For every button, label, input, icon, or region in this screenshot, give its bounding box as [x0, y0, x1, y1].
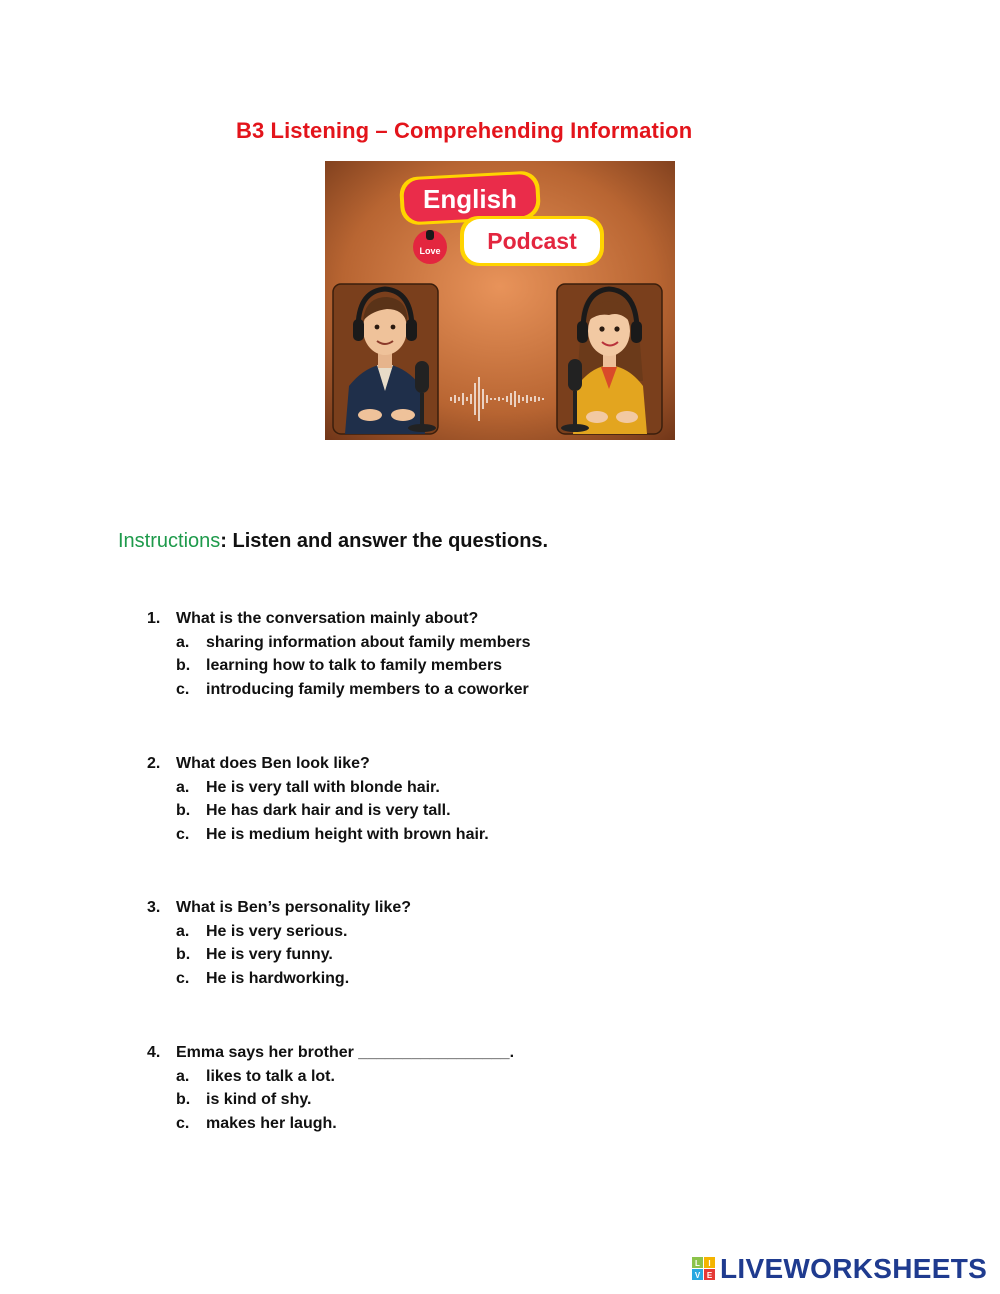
svg-text:Love: Love: [419, 246, 441, 256]
svg-text:English: English: [423, 184, 517, 214]
svg-text:E: E: [706, 1271, 713, 1280]
option-letter: b.: [176, 657, 191, 675]
svg-text:L: L: [695, 1259, 700, 1268]
svg-text:V: V: [694, 1271, 701, 1280]
instructions-label: Instructions: [118, 530, 221, 552]
option-letter: a.: [176, 633, 190, 651]
option-text: is kind of shy.: [206, 1091, 312, 1109]
question-number: 4.: [147, 1044, 161, 1061]
male-host-figure: [333, 284, 438, 434]
option-text: learning how to talk to family members: [206, 657, 503, 675]
option-text: likes to talk a lot.: [206, 1067, 335, 1085]
podcast-logo: [460, 216, 604, 266]
page-title: B3 Listening – Comprehending Information: [236, 118, 693, 143]
love-badge-icon: [413, 230, 447, 264]
podcast-illustration: [325, 161, 675, 440]
question-stem: [147, 1041, 514, 1065]
answer-option-3a[interactable]: [147, 920, 411, 944]
option-letter: a.: [176, 1067, 190, 1085]
question-text: Emma says her brother _________________.: [176, 1044, 515, 1061]
answer-option-3c[interactable]: [147, 967, 411, 991]
instructions: [118, 530, 548, 553]
answer-option-3b[interactable]: [147, 943, 411, 967]
option-text: He is hardworking.: [206, 970, 350, 988]
answer-option-1a[interactable]: [147, 631, 531, 655]
svg-text:I: I: [708, 1259, 711, 1268]
question-number: 3.: [147, 899, 161, 916]
question-number: 2.: [147, 755, 161, 772]
liveworksheets-logo[interactable]: [692, 1254, 987, 1284]
svg-text:Podcast: Podcast: [487, 228, 577, 254]
answer-option-1b[interactable]: [147, 654, 531, 678]
option-letter: b.: [176, 946, 191, 964]
question-text: What is Ben’s personality like?: [176, 899, 412, 916]
option-text: He has dark hair and is very tall.: [206, 802, 451, 820]
option-text: sharing information about family members: [206, 633, 531, 651]
instructions-text: : Listen and answer the questions.: [220, 530, 549, 552]
option-letter: c.: [176, 681, 190, 699]
question-3: [147, 896, 411, 991]
option-text: He is very serious.: [206, 922, 348, 940]
female-host-figure: [557, 284, 662, 434]
question-text: What does Ben look like?: [176, 755, 370, 772]
option-letter: a.: [176, 922, 190, 940]
option-letter: c.: [176, 1115, 190, 1133]
option-text: He is very tall with blonde hair.: [206, 778, 440, 796]
question-4: [147, 1041, 514, 1136]
option-text: He is medium height with brown hair.: [206, 826, 489, 844]
option-text: introducing family members to a coworker: [206, 681, 529, 699]
answer-option-4b[interactable]: [147, 1088, 514, 1112]
question-text: What is the conversation mainly about?: [176, 610, 479, 627]
option-letter: c.: [176, 826, 190, 844]
answer-option-4c[interactable]: [147, 1112, 514, 1136]
answer-option-2b[interactable]: [147, 799, 489, 823]
liveworksheets-icon: [692, 1257, 716, 1281]
question-2: [147, 752, 489, 847]
option-letter: c.: [176, 970, 190, 988]
question-number: 1.: [147, 610, 161, 627]
option-text: makes her laugh.: [206, 1115, 337, 1133]
answer-option-2a[interactable]: [147, 776, 489, 800]
question-1: [147, 607, 531, 702]
brand-name: LIVEWORKSHEETS: [720, 1253, 988, 1284]
option-letter: b.: [176, 1091, 191, 1109]
answer-option-2c[interactable]: [147, 823, 489, 847]
question-stem: [147, 896, 411, 920]
option-text: He is very funny.: [206, 946, 333, 964]
option-letter: b.: [176, 802, 191, 820]
answer-option-1c[interactable]: [147, 678, 531, 702]
option-letter: a.: [176, 778, 190, 796]
question-stem: [147, 607, 531, 631]
answer-option-4a[interactable]: [147, 1065, 514, 1089]
question-stem: [147, 752, 489, 776]
